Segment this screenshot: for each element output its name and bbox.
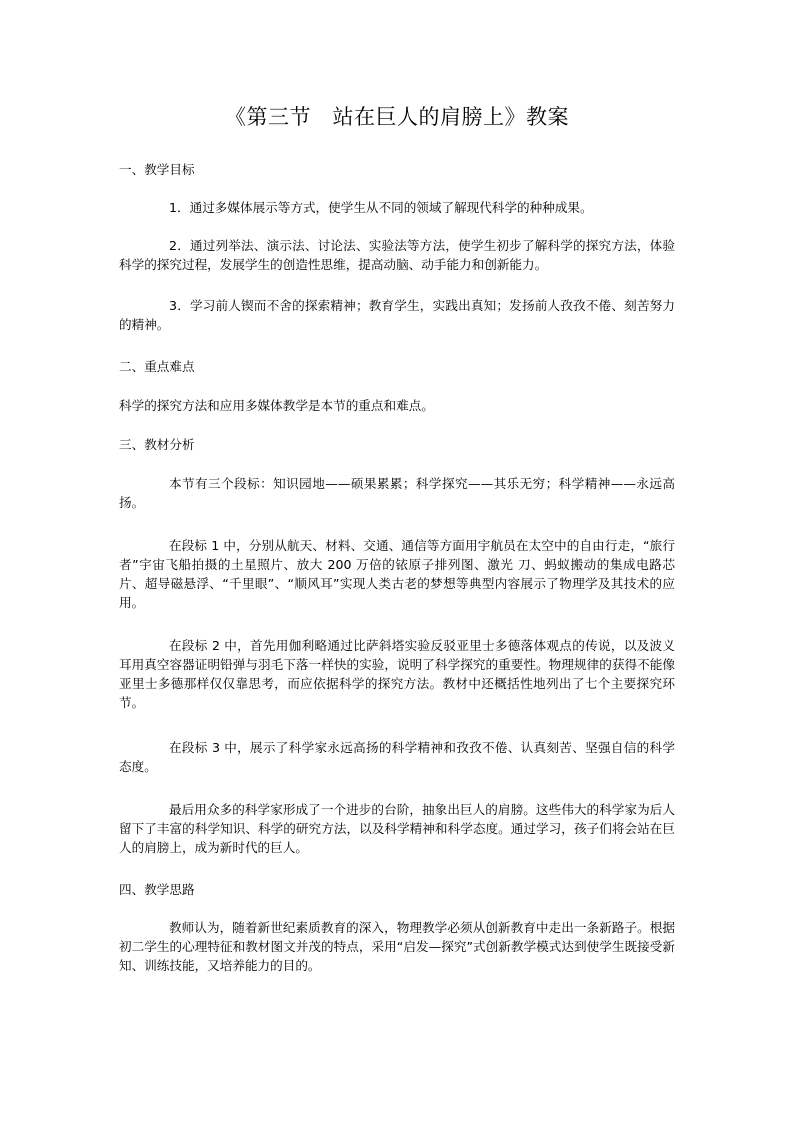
- paragraph-analysis-segment-1: 在段标 1 中，分别从航天、材料、交通、通信等方面用宇航员在太空中的自由行走，“旅行者”宇宙飞船拍摄的土星照片、放大 200 万倍的铱原子排列图、激光 刀、蚂蚁搬动的集成电路芯片、超导磁悬浮、“千里眼”、“顺风耳”实现人类古老的梦想等典型内容展示了物理学及其技术的应用。: [119, 538, 675, 610]
- section-heading-textbook-analysis: 三、教材分析: [119, 437, 195, 452]
- paragraph-analysis-segment-2: 在段标 2 中，首先用伽利略通过比萨斜塔实验反驳亚里士多德落体观点的传说，以及波义耳用真空容器证明铅弹与羽毛下落一样快的实验，说明了科学探究的重要性。物理规律的获得不能像亚里士多德那样仅仅靠思考，而应依据科学的探究方法。教材中还概括性地列出了七个主要探究环节。: [119, 638, 675, 710]
- paragraph-goal-3: 3．学习前人锲而不舍的探索精神；教育学生，实践出真知；发扬前人孜孜不倦、刻苦努力的精神。: [119, 298, 675, 332]
- paragraph-teaching-approach: 教师认为，随着新世纪素质教育的深入，物理教学必须从创新教育中走出一条新路子。根据初二学生的心理特征和教材图文并茂的特点，采用“启发—探究”式创新教学模式达到使学生既接受新知、训练技能，又培养能力的目的。: [119, 920, 675, 973]
- section-heading-key-points: 二、重点难点: [119, 359, 195, 374]
- paragraph-goal-2: 2．通过列举法、演示法、讨论法、实验法等方法，使学生初步了解科学的探究方法，体验科学的探究过程，发展学生的创造性思维，提高动脑、动手能力和创新能力。: [119, 238, 675, 272]
- paragraph-analysis-conclusion: 最后用众多的科学家形成了一个进步的台阶，抽象出巨人的肩膀。这些伟大的科学家为后人留下了丰富的科学知识、科学的研究方法，以及科学精神和科学态度。通过学习，孩子们将会站在巨人的肩膀上，成为新时代的巨人。: [119, 802, 675, 855]
- paragraph-analysis-segment-3: 在段标 3 中，展示了科学家永远高扬的科学精神和孜孜不倦、认真刻苦、坚强自信的科学态度。: [119, 740, 675, 774]
- document-title: 《第三节 站在巨人的肩膀上》教案: [225, 105, 569, 129]
- section-heading-teaching-goals: 一、教学目标: [119, 162, 195, 177]
- paragraph-analysis-overview: 本节有三个段标：知识园地——硕果累累；科学探究——其乐无穷；科学精神——永远高扬。: [119, 476, 675, 510]
- section-heading-teaching-approach: 四、教学思路: [119, 882, 195, 897]
- paragraph-goal-1: 1．通过多媒体展示等方式，使学生从不同的领域了解现代科学的种种成果。: [169, 200, 593, 215]
- paragraph-key-points: 科学的探究方法和应用多媒体教学是本节的重点和难点。: [119, 398, 434, 413]
